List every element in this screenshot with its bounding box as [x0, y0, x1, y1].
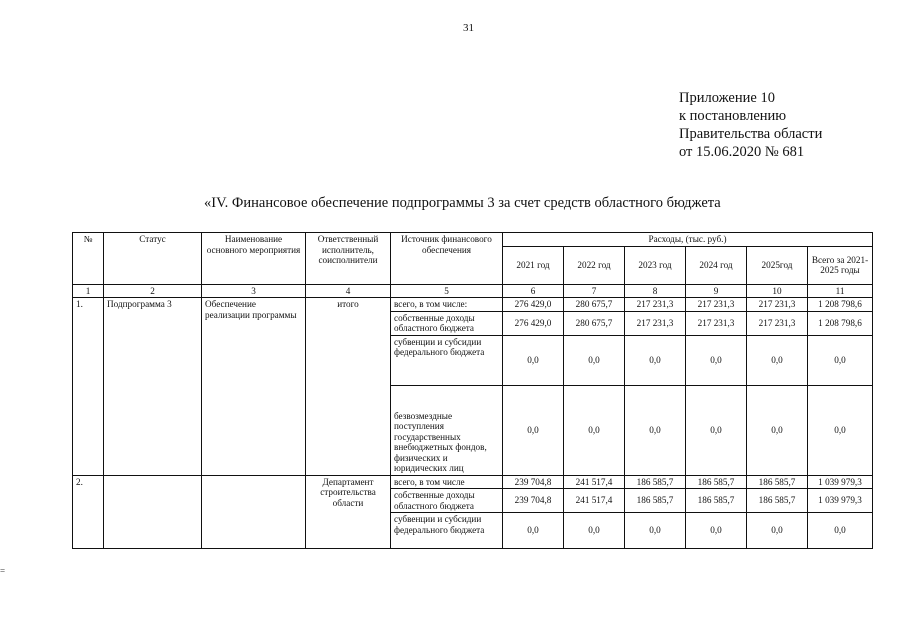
row-no: 1. [73, 298, 104, 476]
row-value: 0,0 [503, 335, 564, 385]
row-source: субвенции и субсидии федерального бюджета [391, 513, 503, 549]
row-value: 0,0 [808, 513, 873, 549]
row-value: 0,0 [686, 385, 747, 475]
column-number: 6 [503, 284, 564, 298]
header-year: 2023 год [625, 246, 686, 284]
header-expenses: Расходы, (тыс. руб.) [503, 233, 873, 247]
row-value: 0,0 [564, 335, 625, 385]
row-source: всего, в том числе [391, 475, 503, 489]
row-name [202, 475, 306, 549]
row-value: 217 231,3 [686, 311, 747, 335]
row-value: 1 208 798,6 [808, 298, 873, 312]
row-status: Подпрограмма 3 [104, 298, 202, 476]
header-year: 2021 год [503, 246, 564, 284]
header-no: № [73, 233, 104, 285]
row-value: 241 517,4 [564, 475, 625, 489]
header-status: Статус [104, 233, 202, 285]
row-no: 2. [73, 475, 104, 549]
document-title: «IV. Финансовое обеспечение подпрограммы 3 за счет средств областного бюджета [204, 195, 721, 211]
row-value: 0,0 [808, 385, 873, 475]
row-source: собственные доходы областного бюджета [391, 489, 503, 513]
column-number: 3 [202, 284, 306, 298]
row-value: 276 429,0 [503, 298, 564, 312]
column-number: 8 [625, 284, 686, 298]
appendix-line: к постановлению [679, 108, 787, 124]
row-value: 280 675,7 [564, 298, 625, 312]
row-value: 1 039 979,3 [808, 475, 873, 489]
financing-table [72, 232, 873, 549]
row-value: 241 517,4 [564, 489, 625, 513]
row-value: 217 231,3 [747, 298, 808, 312]
header-year-total: Всего за 2021-2025 годы [808, 246, 873, 284]
row-value: 1 208 798,6 [808, 311, 873, 335]
row-value: 186 585,7 [625, 489, 686, 513]
column-number: 4 [306, 284, 391, 298]
row-value: 239 704,8 [503, 475, 564, 489]
header-name: Наименование основного мероприятия [202, 233, 306, 285]
column-number: 5 [391, 284, 503, 298]
row-value: 186 585,7 [625, 475, 686, 489]
row-value: 0,0 [564, 513, 625, 549]
row-value: 217 231,3 [747, 311, 808, 335]
row-value: 0,0 [747, 513, 808, 549]
row-source: собственные доходы областного бюджета [391, 311, 503, 335]
row-source: всего, в том числе: [391, 298, 503, 312]
row-value: 0,0 [503, 385, 564, 475]
column-number: 11 [808, 284, 873, 298]
page-number: 31 [463, 22, 474, 34]
row-value: 1 039 979,3 [808, 489, 873, 513]
row-value: 0,0 [625, 385, 686, 475]
column-number: 1 [73, 284, 104, 298]
row-value: 0,0 [625, 513, 686, 549]
header-year: 2022 год [564, 246, 625, 284]
row-value: 0,0 [564, 385, 625, 475]
row-responsible: Департамент строительства области [306, 475, 391, 549]
row-value: 217 231,3 [686, 298, 747, 312]
appendix-block [679, 89, 822, 161]
row-value: 186 585,7 [747, 489, 808, 513]
row-source: безвозмездные поступления государственных внебюджетных фондов, физических и юридических лиц [391, 385, 503, 475]
header-responsible: Ответственный исполнитель, соисполнители [306, 233, 391, 285]
row-source: субвенции и субсидии федерального бюджета [391, 335, 503, 385]
header-year: 2025год [747, 246, 808, 284]
row-name: Обеспечение реализации программы [202, 298, 306, 476]
appendix-line: Правительства области [679, 126, 823, 142]
table-row [73, 298, 873, 312]
header-source: Источник финансового обеспечения [391, 233, 503, 285]
column-number: 2 [104, 284, 202, 298]
scan-margin-mark: = [0, 566, 6, 576]
row-value: 0,0 [686, 335, 747, 385]
row-value: 0,0 [625, 335, 686, 385]
row-value: 280 675,7 [564, 311, 625, 335]
row-value: 0,0 [686, 513, 747, 549]
column-number: 10 [747, 284, 808, 298]
row-value: 0,0 [808, 335, 873, 385]
table-row [73, 475, 873, 489]
header-year: 2024 год [686, 246, 747, 284]
row-value: 0,0 [503, 513, 564, 549]
row-value: 239 704,8 [503, 489, 564, 513]
row-value: 0,0 [747, 385, 808, 475]
row-value: 0,0 [747, 335, 808, 385]
row-status [104, 475, 202, 549]
appendix-line: Приложение 10 [679, 90, 775, 106]
column-number: 9 [686, 284, 747, 298]
row-value: 186 585,7 [686, 475, 747, 489]
row-responsible: итого [306, 298, 391, 476]
row-value: 217 231,3 [625, 298, 686, 312]
row-value: 186 585,7 [747, 475, 808, 489]
row-value: 217 231,3 [625, 311, 686, 335]
row-value: 276 429,0 [503, 311, 564, 335]
column-number: 7 [564, 284, 625, 298]
row-value: 186 585,7 [686, 489, 747, 513]
appendix-line: от 15.06.2020 № 681 [679, 144, 805, 160]
